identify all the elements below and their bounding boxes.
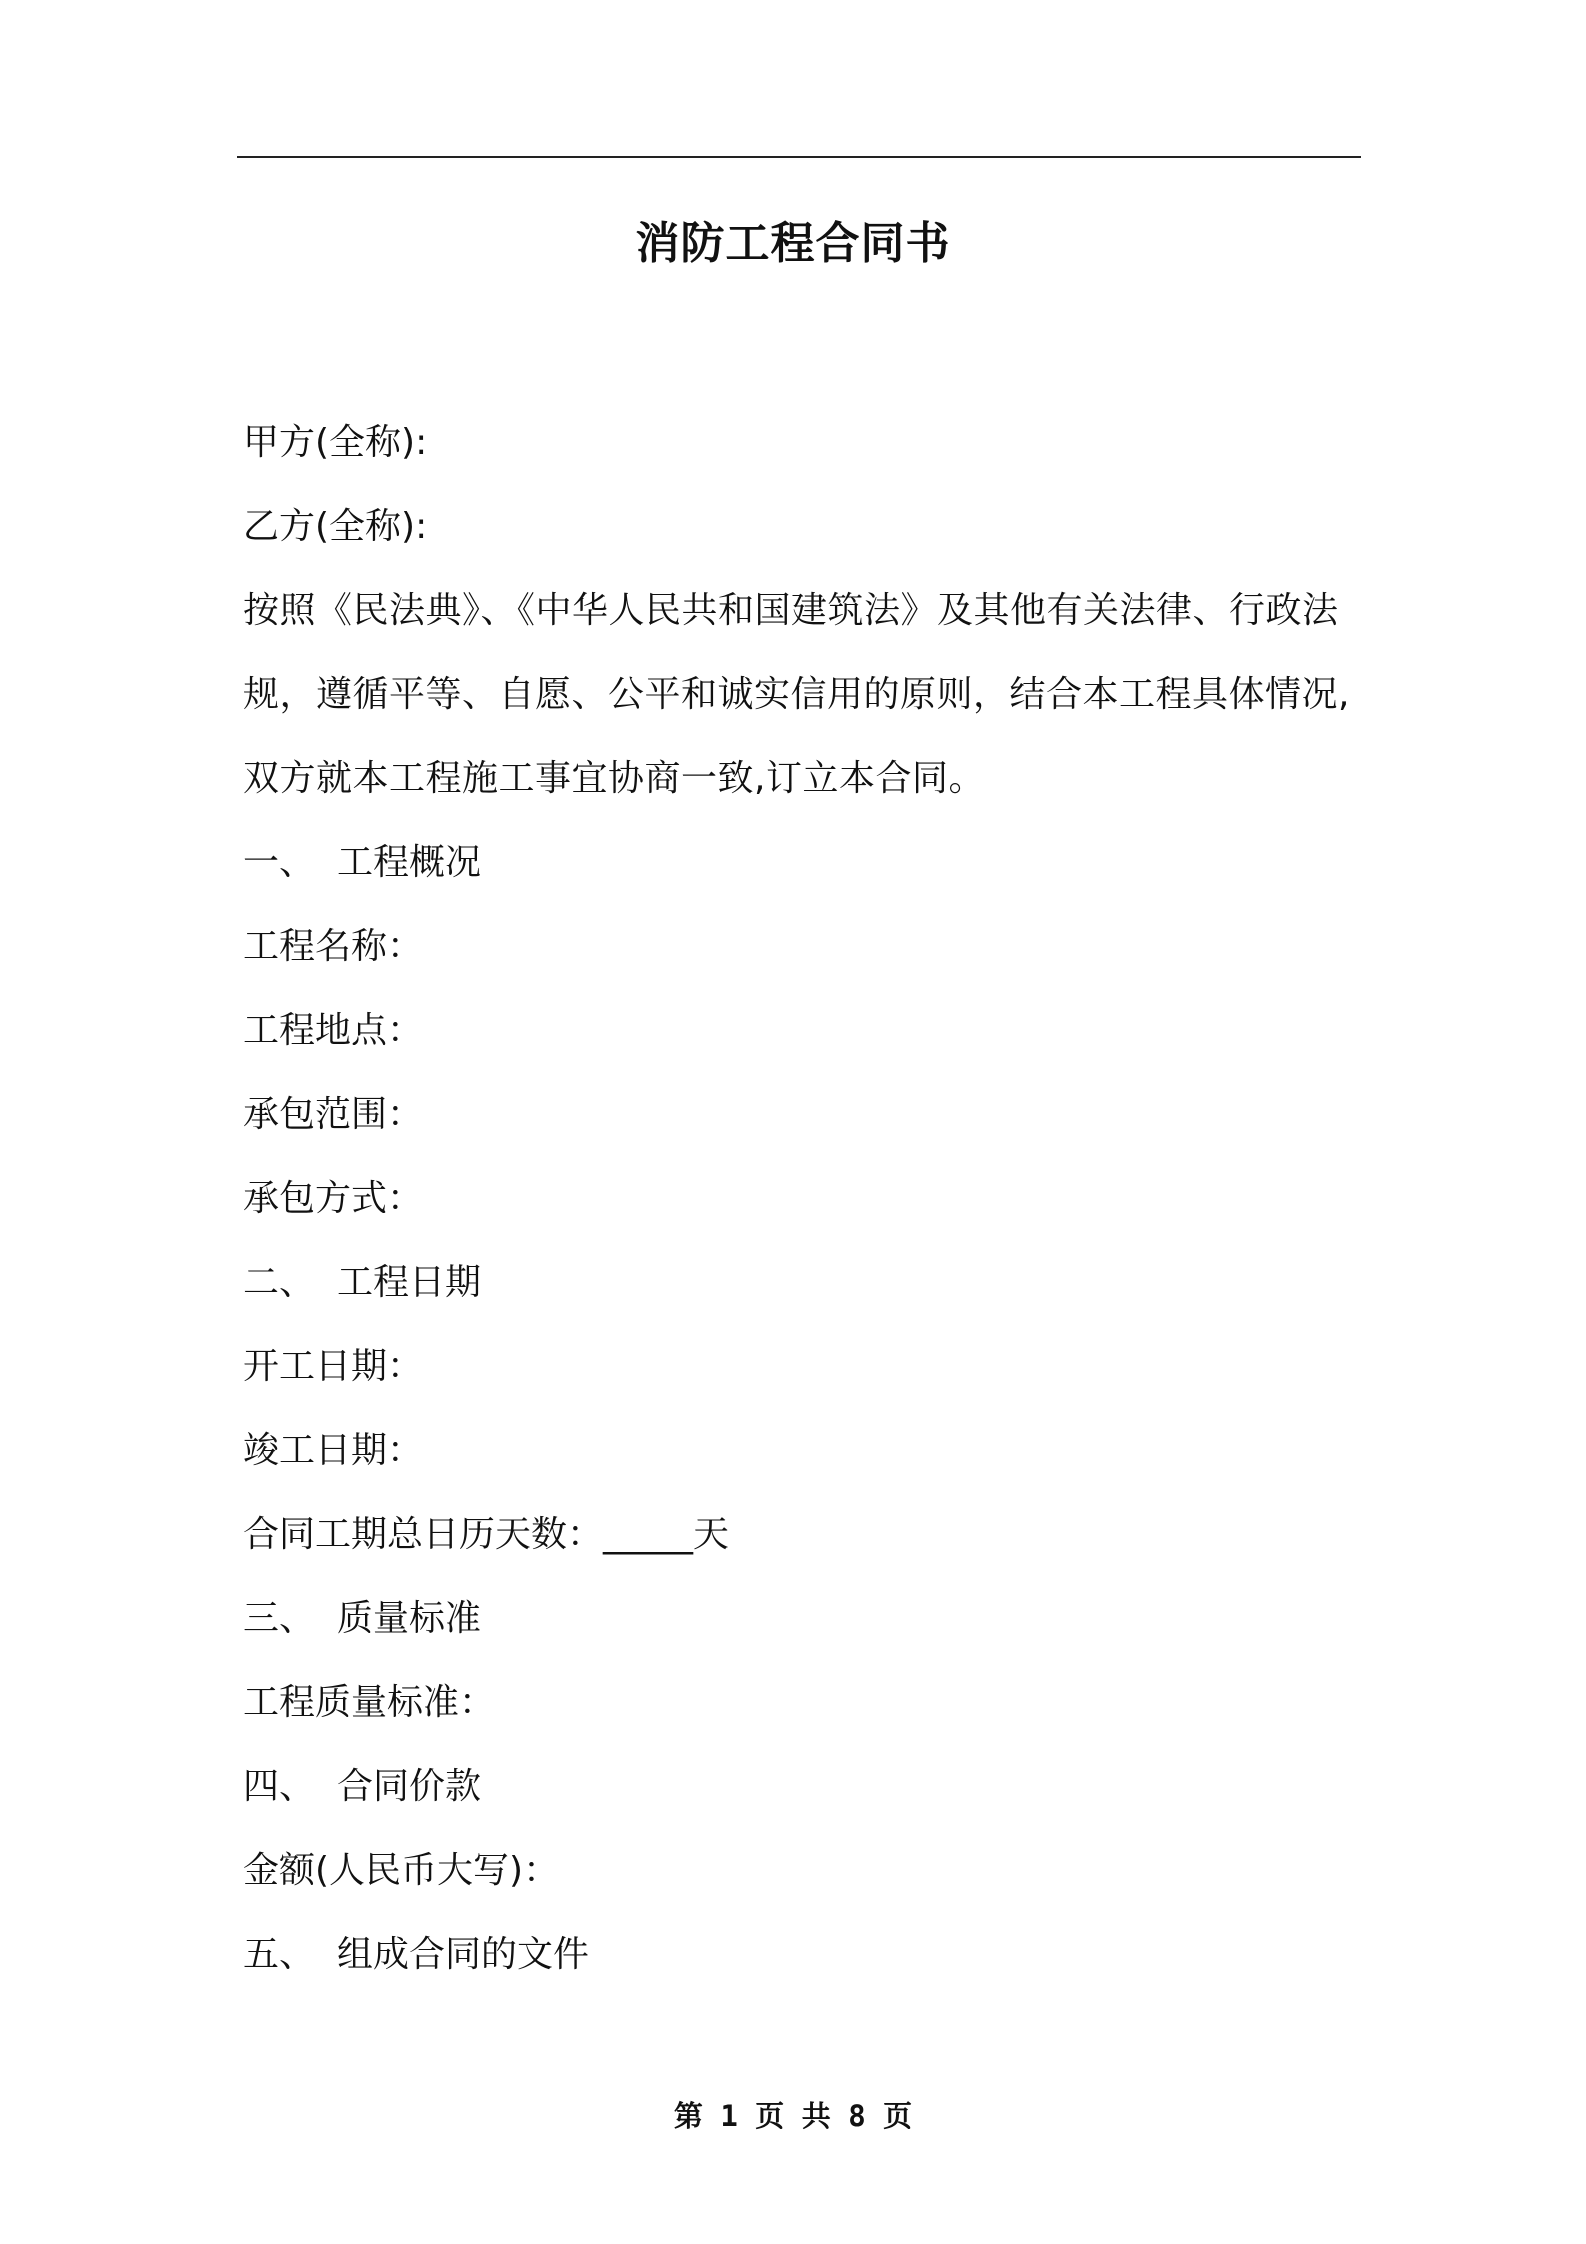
start-date-field: 开工日期： (243, 1346, 424, 1387)
quality-standard-field: 工程质量标准： (243, 1682, 496, 1723)
section-number: 五、 (243, 1934, 316, 1975)
section-heading-4 (243, 1745, 1363, 1829)
preamble-line-2: 规，遵循平等、自愿、公平和诚实信用的原则，结合本工程具体情况, (243, 674, 1350, 715)
section-title: 合同价款 (337, 1766, 482, 1807)
page-number: 第 1 页 共 8 页 (673, 2099, 913, 2133)
section-heading-5 (243, 1913, 1363, 1997)
project-name-field: 工程名称： (243, 926, 424, 967)
total-days-field: 合同工期总日历天数：_____天 (243, 1514, 730, 1555)
party-b-field: 乙方(全称): (243, 506, 428, 547)
section-heading-1 (243, 821, 1363, 905)
section-title: 工程日期 (337, 1262, 482, 1303)
section-number: 一、 (243, 842, 316, 883)
section-heading-2 (243, 1241, 1363, 1325)
party-a-field: 甲方(全称): (243, 422, 428, 463)
section-title: 组成合同的文件 (337, 1934, 590, 1975)
header-rule (237, 156, 1361, 158)
preamble-line-1: 按照《民法典》、《中华人民共和国建筑法》及其他有关法律、行政法 (243, 590, 1339, 631)
section-number: 二、 (243, 1262, 316, 1303)
preamble-line-3: 双方就本工程施工事宜协商一致,订立本合同。 (243, 758, 985, 799)
document-body (243, 401, 1363, 1997)
amount-field: 金额(人民币大写)： (243, 1850, 560, 1891)
contract-scope-field: 承包范围： (243, 1094, 424, 1135)
section-title: 工程概况 (337, 842, 482, 883)
section-heading-3 (243, 1577, 1363, 1661)
project-location-field: 工程地点： (243, 1010, 424, 1051)
document-title: 消防工程合同书 (635, 218, 951, 269)
contract-method-field: 承包方式： (243, 1178, 424, 1219)
section-number: 三、 (243, 1598, 316, 1639)
completion-date-field: 竣工日期： (243, 1430, 424, 1471)
section-title: 质量标准 (337, 1598, 482, 1639)
section-number: 四、 (243, 1766, 316, 1807)
